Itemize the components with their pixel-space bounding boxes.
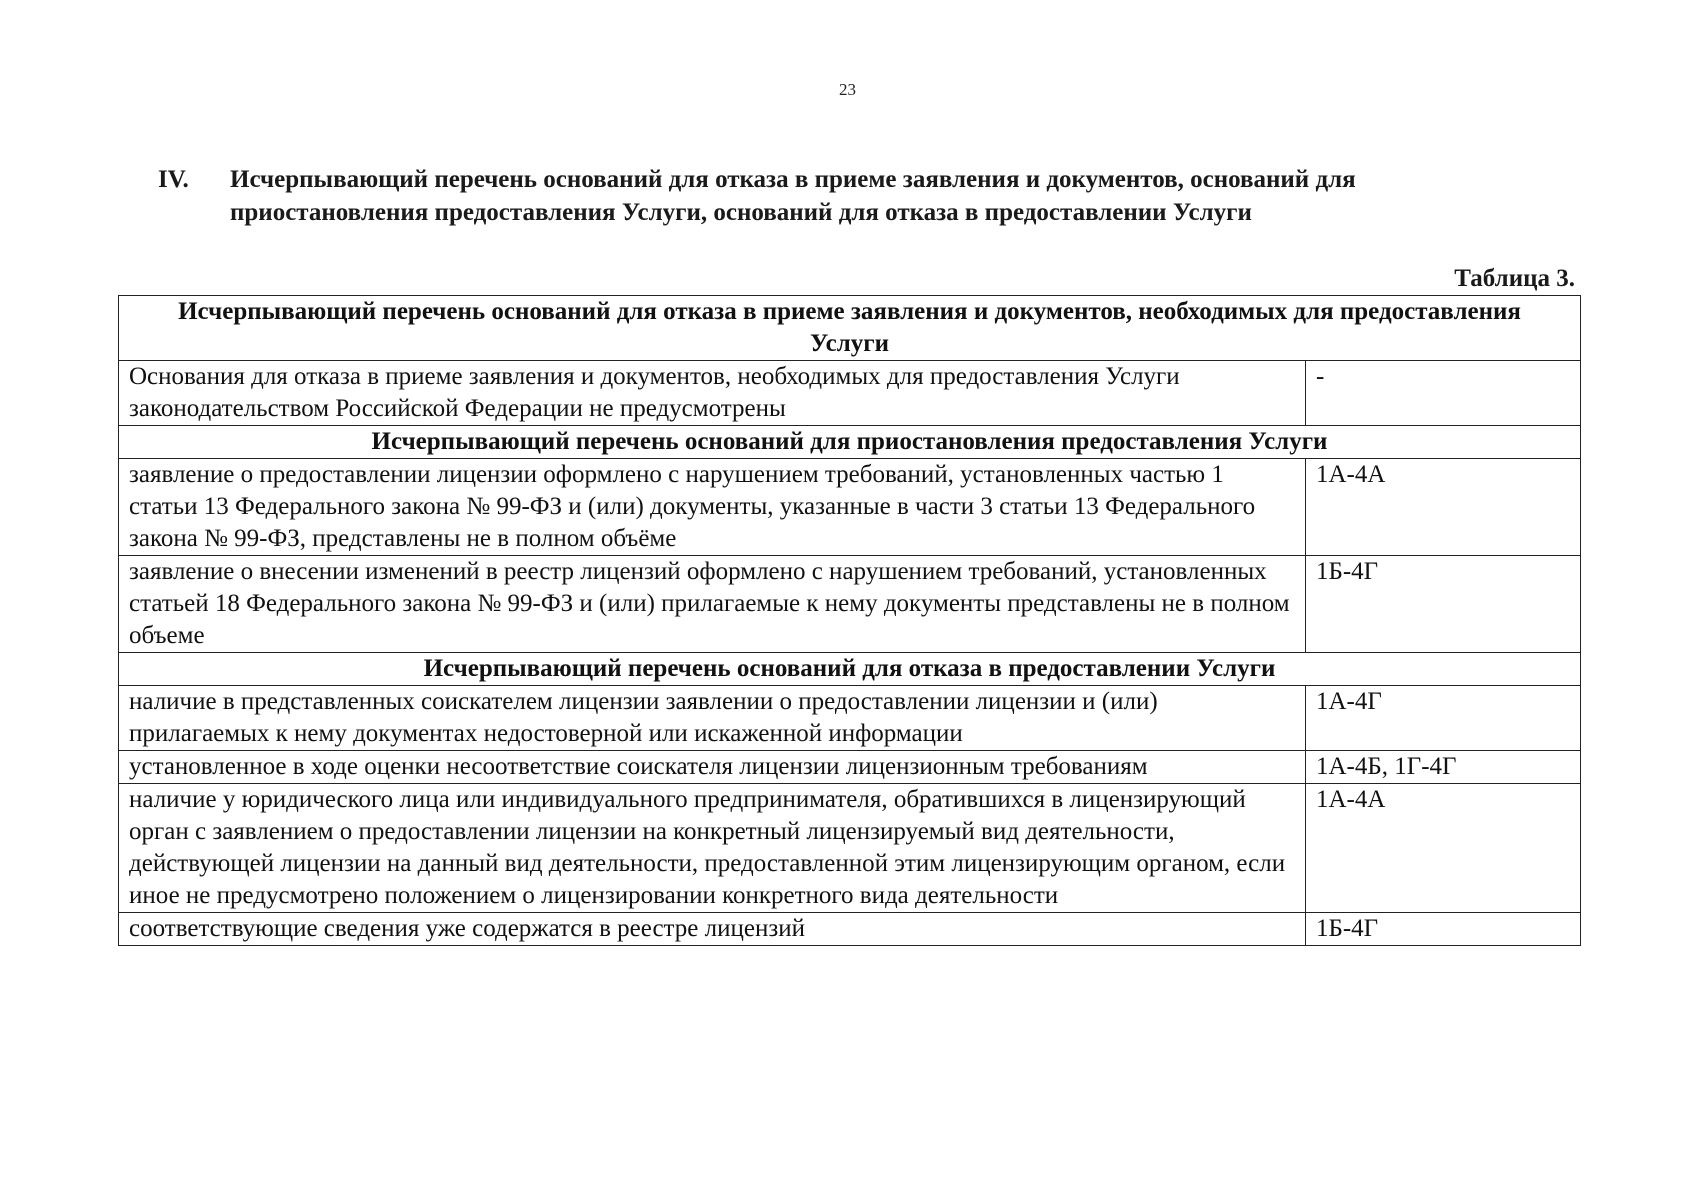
- section-heading: [158, 163, 1538, 229]
- reason-cell: Основания для отказа в приеме заявления и документов, необходимых для предоставления Услуги законодательством Российской Федерации не предусмотрены: [119, 361, 1306, 426]
- table-row: [119, 784, 1581, 913]
- group-heading-refusal-service: Исчерпывающий перечень оснований для отказа в предоставлении Услуги: [119, 653, 1581, 686]
- code-cell: 1А-4Г: [1306, 686, 1581, 751]
- table-caption: Таблица 3.: [1454, 265, 1575, 292]
- table-group-heading-row: [119, 653, 1581, 686]
- table-row: [119, 686, 1581, 751]
- code-cell: 1Б-4Г: [1306, 913, 1581, 946]
- code-cell: 1А-4Б, 1Г-4Г: [1306, 751, 1581, 784]
- reason-cell: заявление о внесении изменений в реестр лицензий оформлено с нарушением требований, установленных статьей 18 Федерального закона № 99-ФЗ и (или) прилагаемые к нему документы представлены не в полном объеме: [119, 556, 1306, 653]
- table-row: [119, 556, 1581, 653]
- code-cell: -: [1306, 361, 1581, 426]
- page-number: 23: [839, 80, 856, 99]
- group-heading-suspension: Исчерпывающий перечень оснований для приостановления предоставления Услуги: [119, 426, 1581, 459]
- table-row: [119, 459, 1581, 556]
- reason-cell: соответствующие сведения уже содержатся в реестре лицензий: [119, 913, 1306, 946]
- code-cell: 1А-4А: [1306, 784, 1581, 913]
- table-row: [119, 913, 1581, 946]
- table-row: [119, 361, 1581, 426]
- table-group-heading-row: [119, 426, 1581, 459]
- code-cell: 1Б-4Г: [1306, 556, 1581, 653]
- reason-cell: наличие в представленных соискателем лицензии заявлении о предоставлении лицензии и (или) прилагаемых к нему документах недостоверной или искаженной информации: [119, 686, 1306, 751]
- grounds-table: [118, 295, 1581, 946]
- reason-cell: установленное в ходе оценки несоответствие соискателя лицензии лицензионным требованиям: [119, 751, 1306, 784]
- section-title: Исчерпывающий перечень оснований для отказа в приеме заявления и документов, оснований для приостановления предоставления Услуги, оснований для отказа в предоставлении Услуги: [230, 166, 1356, 226]
- table-row: [119, 751, 1581, 784]
- reason-cell: наличие у юридического лица или индивидуального предпринимателя, обратившихся в лицензирующий орган с заявлением о предоставлении лицензии на конкретный лицензируемый вид деятельности, действующей лицензии на данный вид деятельности, предоставленной этим лицензирующим органом, если иное не предусмотрено положением о лицензировании конкретного вида деятельности: [119, 784, 1306, 913]
- section-numeral: IV.: [158, 166, 189, 193]
- reason-cell: заявление о предоставлении лицензии оформлено с нарушением требований, установленных частью 1 статьи 13 Федерального закона № 99-ФЗ и (или) документы, указанные в части 3 статьи 13 Федерального закона № 99-ФЗ, представлены не в полном объёме: [119, 459, 1306, 556]
- code-cell: 1А-4А: [1306, 459, 1581, 556]
- table-group-heading-row: [119, 296, 1581, 361]
- group-heading-refusal-acceptance: Исчерпывающий перечень оснований для отказа в приеме заявления и документов, необходимых для предоставления Услуги: [119, 296, 1581, 361]
